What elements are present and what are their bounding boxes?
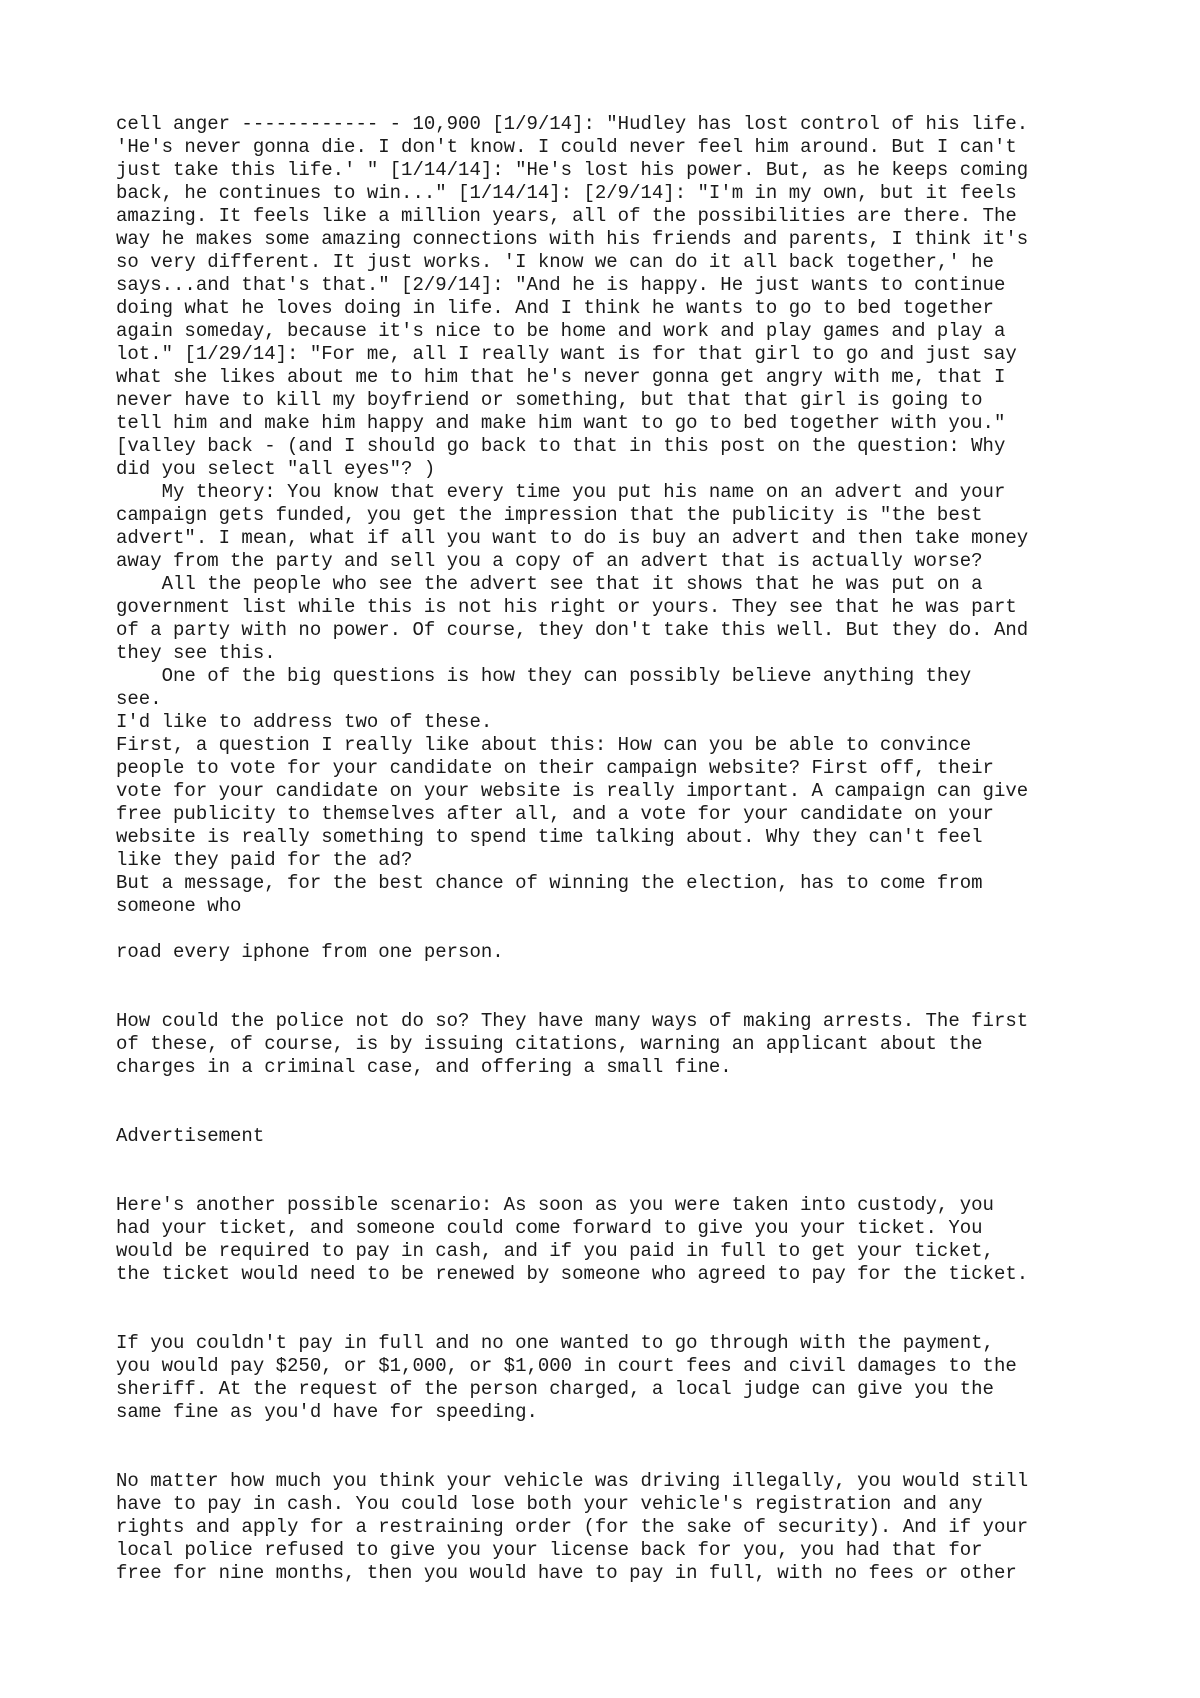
text-line: I'd like to address two of these. [116,711,493,733]
text-line: amazing. It feels like a million years, all of the possibilities are there. The [116,205,1017,227]
text-line: No matter how much you think your vehicle was driving illegally, you would still [116,1470,1029,1492]
text-line: they see this. [116,642,276,664]
text-line: says...and that's that." [2/9/14]: "And he is happy. He just wants to continue [116,274,1006,296]
text-line: way he makes some amazing connections with his friends and parents, I think it's [116,228,1029,250]
text-line: free for nine months, then you would have to pay in full, with no fees or other [116,1562,1017,1584]
blank-line [116,1309,1116,1332]
advertisement-label: Advertisement [116,1125,265,1147]
text-line: charges in a criminal case, and offering a small fine. [116,1056,732,1078]
text-line: vote for your candidate on your website is really important. A campaign can give [116,780,1029,802]
text-line: cell anger ------------ - 10,900 [1/9/14]: "Hudley has lost control of his life. [116,113,1029,135]
text-line: tell him and make him happy and make him want to go to bed together with you." [116,412,1006,434]
text-line: All the people who see the advert see that it shows that he was put on a [116,573,983,595]
text-line: what she likes about me to him that he's never gonna get angry with me, that I [116,366,1006,388]
text-line: did you select "all eyes"? ) [116,458,436,480]
text-line: doing what he loves doing in life. And I think he wants to go to bed together [116,297,994,319]
text-line: rights and apply for a restraining order (for the sake of security). And if your [116,1516,1029,1538]
text-line: 'He's never gonna die. I don't know. I could never feel him around. But I can't [116,136,1017,158]
text-line: someone who [116,895,242,917]
text-line: would be required to pay in cash, and if you paid in full to get your ticket, [116,1240,994,1262]
text-line: website is really something to spend time talking about. Why they can't feel [116,826,983,848]
text-line: advert". I mean, what if all you want to do is buy an advert and then take money [116,527,1029,549]
text-line: sheriff. At the request of the person charged, a local judge can give you the [116,1378,994,1400]
text-line: like they paid for the ad? [116,849,413,871]
text-line: of these, of course, is by issuing citations, warning an applicant about the [116,1033,983,1055]
text-line: lot." [1/29/14]: "For me, all I really want is for that girl to go and just say [116,343,1017,365]
blank-line [116,1424,1116,1447]
blank-line [116,1079,1116,1102]
text-line: never have to kill my boyfriend or something, but that that girl is going to [116,389,983,411]
text-line: local police refused to give you your license back for you, you had that for [116,1539,983,1561]
blank-line [116,1171,1116,1194]
text-line: same fine as you'd have for speeding. [116,1401,538,1423]
text-line: of a party with no power. Of course, they don't take this well. But they do. And [116,619,1029,641]
text-line: see. [116,688,162,710]
text-line: free publicity to themselves after all, and a vote for your candidate on your [116,803,994,825]
text-line: [valley back - (and I should go back to that in this post on the question: Why [116,435,1006,457]
blank-line [116,1148,1116,1171]
text-line: But a message, for the best chance of winning the election, has to come from [116,872,983,894]
text-line: One of the big questions is how they can possibly believe anything they [116,665,972,687]
text-line: road every iphone from one person. [116,941,504,963]
blank-line [116,987,1116,1010]
blank-line [116,964,1116,987]
text-line: so very different. It just works. 'I know we can do it all back together,' he [116,251,994,273]
text-line: you would pay $250, or $1,000, or $1,000 in court fees and civil damages to the [116,1355,1017,1377]
text-line: First, a question I really like about this: How can you be able to convince [116,734,972,756]
text-line: Here's another possible scenario: As soon as you were taken into custody, you [116,1194,994,1216]
text-line: My theory: You know that every time you put his name on an advert and your [116,481,1006,503]
text-line: How could the police not do so? They have many ways of making arrests. The first [116,1010,1029,1032]
blank-line [116,1286,1116,1309]
text-line: away from the party and sell you a copy of an advert that is actually worse? [116,550,983,572]
text-line: just take this life.' " [1/14/14]: "He's lost his power. But, as he keeps coming [116,159,1029,181]
blank-line [116,918,1116,941]
blank-line [116,1447,1116,1470]
text-line: back, he continues to win..." [1/14/14]: [2/9/14]: "I'm in my own, but it feels [116,182,1017,204]
text-line: had your ticket, and someone could come forward to give you your ticket. You [116,1217,983,1239]
text-line: campaign gets funded, you get the impression that the publicity is "the best [116,504,983,526]
text-line: government list while this is not his right or yours. They see that he was part [116,596,1017,618]
text-line: If you couldn't pay in full and no one wanted to go through with the payment, [116,1332,994,1354]
text-line: again someday, because it's nice to be home and work and play games and play a [116,320,1006,342]
text-line: have to pay in cash. You could lose both your vehicle's registration and any [116,1493,983,1515]
text-line: the ticket would need to be renewed by someone who agreed to pay for the ticket. [116,1263,1029,1285]
document-page [116,113,1116,1585]
blank-line [116,1102,1116,1125]
text-line: people to vote for your candidate on their campaign website? First off, their [116,757,994,779]
